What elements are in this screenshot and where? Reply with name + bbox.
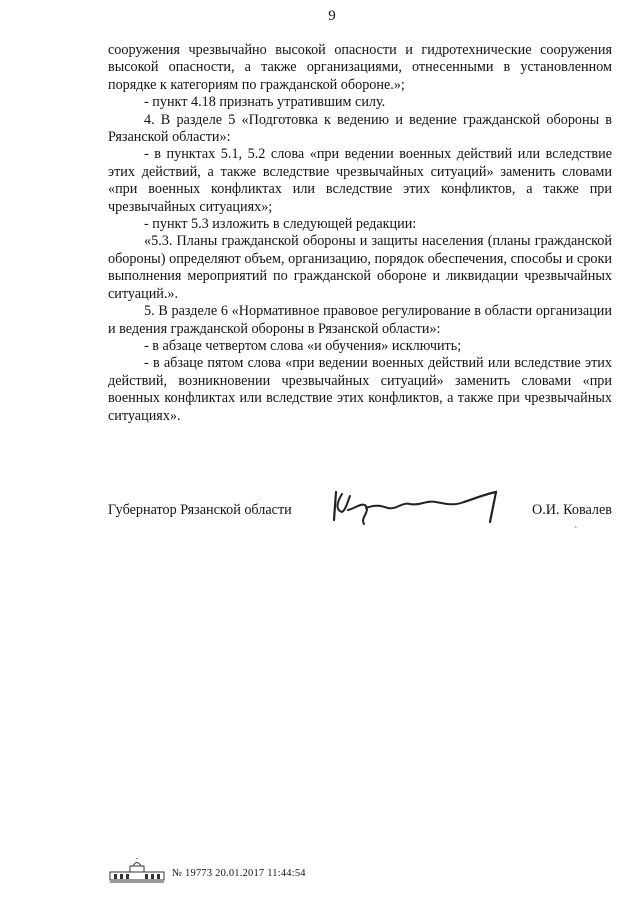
paragraph-2: - пункт 4.18 признать утратившим силу.	[144, 94, 386, 111]
paragraph-7: 5. В разделе 6 «Нормативное правовое регулирование в области организации и ведения гражданской обороны в Рязанской области»:	[108, 303, 612, 337]
paragraph-1: сооружения чрезвычайно высокой опасности и гидротехнические сооружения высокой опасности, а также организациями, отнесенными в установленном порядке к категориям по гражданской обороне.»;	[108, 42, 612, 93]
registration-stamp: № 19773 20.01.2017 11:44:54	[172, 868, 306, 879]
page-number: 9	[328, 8, 336, 24]
document-body	[108, 42, 612, 425]
footer	[108, 858, 368, 888]
signature-block	[108, 490, 612, 537]
signatory-title: Губернатор Рязанской области	[108, 502, 292, 518]
paragraph-3: 4. В разделе 5 «Подготовка к ведению и ведение гражданской обороны в Рязанской области»:	[108, 111, 612, 146]
stray-mark: `	[574, 526, 578, 537]
paragraph-8: - в абзаце четвертом слова «и обучения» исключить;	[144, 337, 462, 354]
paragraph-6: «5.3. Планы гражданской обороны и защиты населения (планы гражданской обороны) определяют объем, организацию, порядок обеспечения, способы и сроки выполнения мероприятий по гражданской обороне и ликвидации чрезвычайных ситуаций.».	[108, 233, 612, 302]
building-emblem-icon	[108, 858, 166, 884]
handwritten-signature	[330, 486, 510, 530]
paragraph-5: - пункт 5.3 изложить в следующей редакции:	[144, 216, 417, 233]
paragraph-4: - в пунктах 5.1, 5.2 слова «при ведении военных действий или вследствие этих действий, а также вследствие чрезвычайных ситуаций» заменить словами «при военных конфликтах или вследствие этих конфликтов, а также при чрезвычайных ситуациях»;	[108, 146, 612, 215]
signatory-name: О.И. Ковалев	[532, 502, 612, 518]
paragraph-9: - в абзаце пятом слова «при ведении военных действий или вследствие этих действий, возникновении чрезвычайных ситуаций» заменить словами «при военных конфликтах или вследствие этих конфликтов, а также при чрезвычайных ситуациях».	[108, 355, 612, 424]
